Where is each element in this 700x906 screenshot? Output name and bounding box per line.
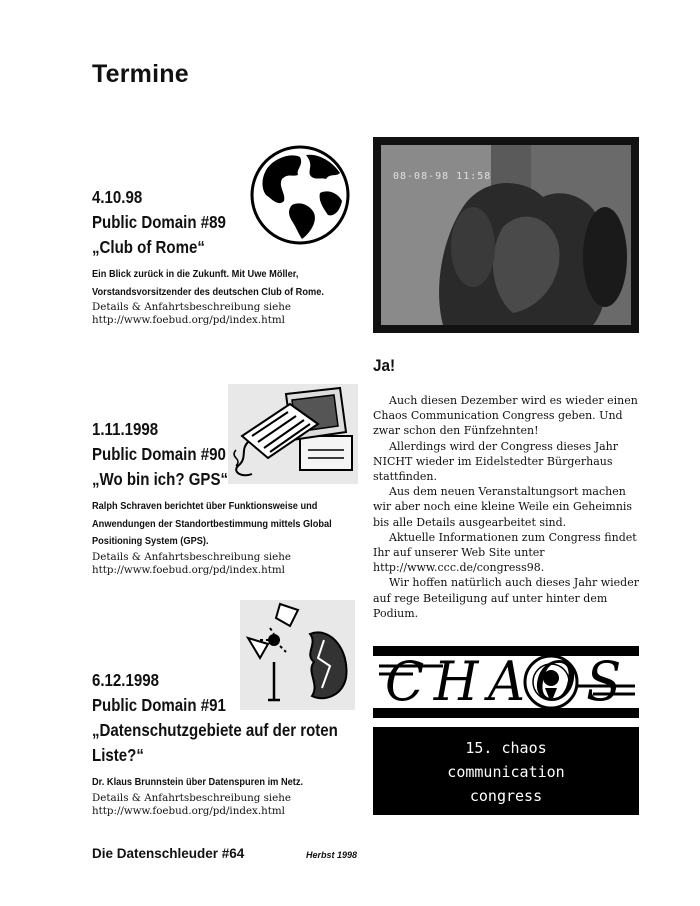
event-1-date: 4.10.98 — [92, 187, 143, 207]
event-3-description: Dr. Klaus Brunnstein über Datenspuren im Netz. — [92, 776, 304, 788]
congress-box — [373, 727, 639, 815]
event-3-details: Details & Anfahrtsbeschreibung siehe — [92, 791, 291, 804]
event-2-description: Ralph Schraven berichtet über Funktionsweise und Anwendungen der Standortbestimmung mittels Global Positioning System (GPS). — [92, 500, 332, 547]
event-3-series: Public Domain #91 — [92, 695, 226, 715]
event-1-details: Details & Anfahrtsbeschreibung siehe — [92, 301, 291, 313]
video-timestamp: 08-08-98 11:58 — [393, 171, 492, 182]
ja-paragraph: Aktuelle Informationen zum Congress findet Ihr auf unserer Web Site unter http://www.ccc.de/congress98. — [373, 530, 637, 575]
ja-paragraph: Wir hoffen natürlich auch dieses Jahr wieder auf rege Beteiligung auf unter hinter dem Podium. — [373, 576, 639, 620]
congress-line-1: 15. chaos — [465, 739, 547, 757]
footer-magazine: Die Datenschleuder #64 — [92, 846, 245, 861]
globe-icon — [248, 143, 352, 247]
video-still-photo — [373, 137, 639, 333]
ja-article — [373, 393, 643, 621]
event-1-series: Public Domain #89 — [92, 212, 226, 232]
event-2-date: 1.11.1998 — [92, 419, 159, 439]
event-1-topic: „Club of Rome“ — [92, 237, 205, 257]
ja-paragraph: Auch diesen Dezember wird es wieder einen Chaos Communication Congress geben. Und zwar schon den Fünfzehnten! — [373, 394, 638, 438]
congress-line-2: communication — [447, 763, 565, 781]
chaos-logo-text: CHAOS — [385, 650, 631, 713]
ja-paragraph: Allerdings wird der Congress dieses Jahr NICHT wieder im Eidelstedter Bürgerhaus stattfinden. — [373, 439, 619, 484]
event-1-description: Ein Blick zurück in die Zukunft. Mit Uwe Möller, Vorstandsvorsitzender des deutschen Club of Rome. — [92, 268, 324, 298]
event-2-topic: „Wo bin ich? GPS“ — [92, 469, 229, 489]
event-3-topic: „Datenschutzgebiete auf der roten Liste?“ — [92, 720, 338, 765]
event-2-url[interactable]: http://www.foebud.org/pd/index.html — [92, 563, 285, 576]
footer-issue: Herbst 1998 — [306, 850, 358, 860]
computer-icon — [228, 384, 358, 484]
radio-signal-icon — [240, 600, 355, 710]
event-2-series: Public Domain #90 — [92, 444, 226, 464]
ja-paragraph: Aus dem neuen Veranstaltungsort machen wir aber noch eine kleine Weile ein Geheimnis bis alle Details ausgearbeitet sind. — [373, 485, 633, 529]
event-3-date: 6.12.1998 — [92, 670, 159, 690]
chaos-logo — [373, 642, 639, 722]
page-title: Termine — [92, 60, 189, 88]
ja-heading: Ja! — [373, 356, 396, 375]
event-2-details: Details & Anfahrtsbeschreibung siehe — [92, 550, 291, 563]
event-1-url[interactable]: http://www.foebud.org/pd/index.html — [92, 314, 285, 326]
congress-line-3: congress — [469, 787, 543, 805]
event-3-url[interactable]: http://www.foebud.org/pd/index.html — [92, 804, 285, 817]
